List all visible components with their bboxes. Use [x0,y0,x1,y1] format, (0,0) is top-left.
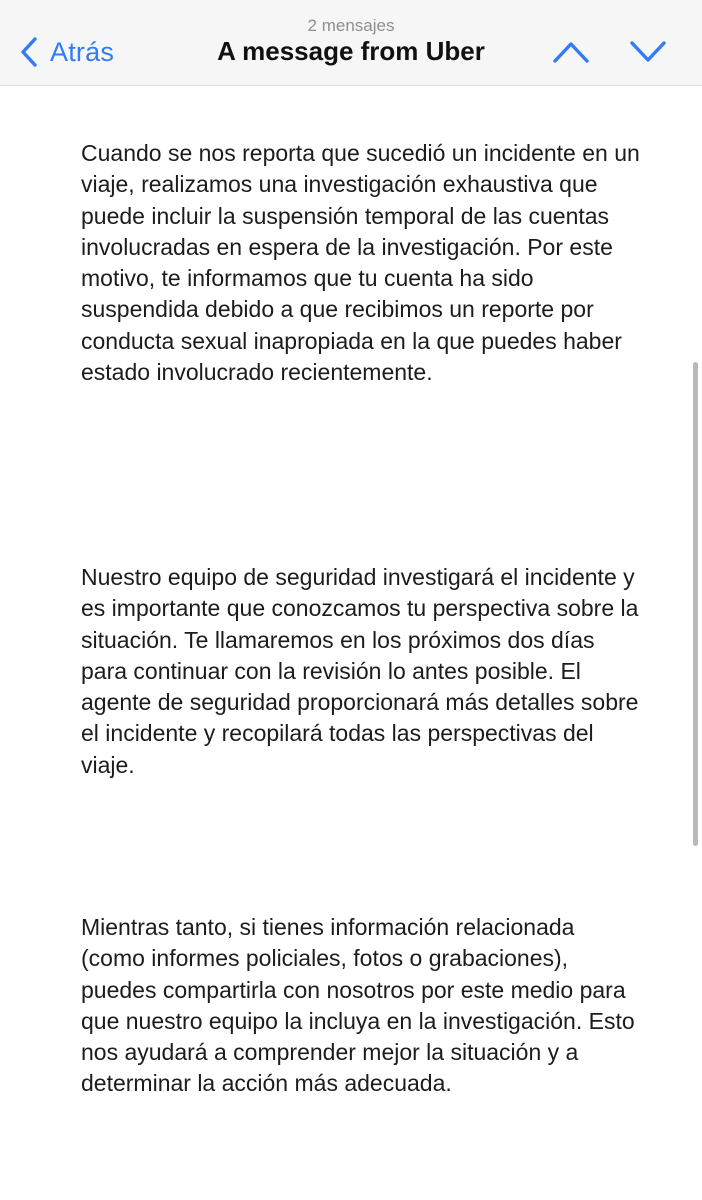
page-title: A message from Uber [217,36,485,66]
chevron-left-icon [20,36,38,68]
message-count: 2 mensajes [307,16,395,35]
back-button-label: Atrás [50,36,115,67]
chevron-down-icon [628,38,668,66]
message-paragraph-1: Cuando se nos reporta que sucedió un incidente en un viaje, realizamos una investigación exhaustiva que puede incluir la suspensión temporal de las cuentas involucradas en espera de la investigación. Por este motivo, te informamos que tu cuenta ha sido suspendida debido a que recibimos un reporte por conducta sexual inapropiada en la que puedes haber estado involucrado recientemente. [81,140,640,386]
message-paragraph-3: Mientras tanto, si tienes información relacionada (como informes policiales, fotos o grabaciones), puedes compartirla con nosotros por este medio para que nuestro equipo la incluya en la investigación. Esto nos ayudará a comprender mejor la situación y a determinar la acción más adecuada. [81,914,635,1097]
back-button[interactable] [20,32,114,72]
message-paragraph-2: Nuestro equipo de seguridad investigará el incidente y es importante que conozcamos tu perspectiva sobre la situación. Te llamaremos en los próximos dos días para continuar con la revisión lo antes posible. El agente de seguridad proporcionará más detalles sobre el incidente y recopilará todas las perspectivas del viaje. [81,564,639,778]
previous-message-button[interactable] [551,38,591,66]
chevron-up-icon [551,38,591,66]
navigation-bar [0,0,702,86]
scrollbar[interactable] [693,362,698,846]
next-message-button[interactable] [628,38,668,66]
